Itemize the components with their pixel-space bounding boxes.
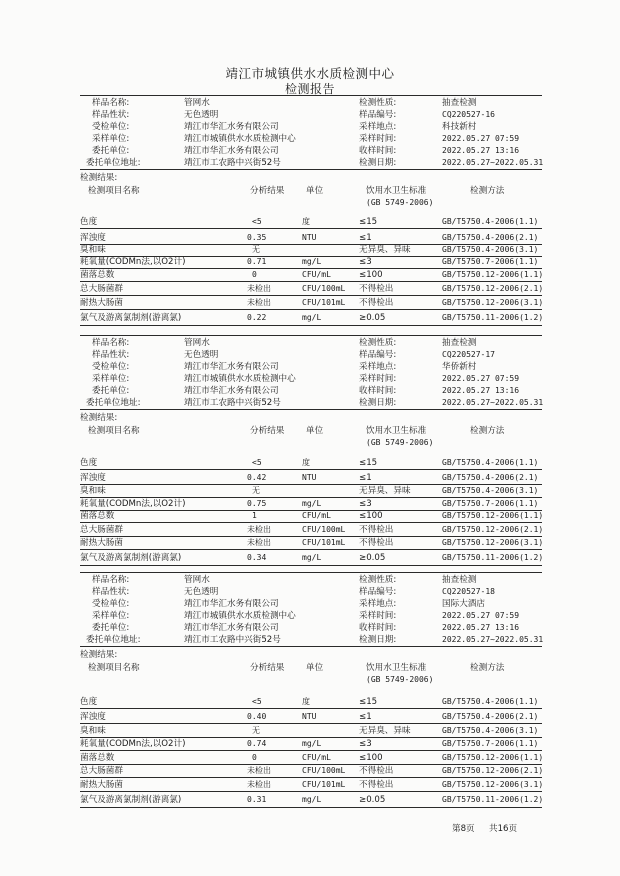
block-divider xyxy=(80,572,542,573)
result-item-name: 浑浊度 xyxy=(80,473,106,483)
result-standard: ≤1 xyxy=(359,473,372,483)
result-method: GB/T5750.4-2006(1.1) xyxy=(442,217,539,226)
result-item-name: 耗氧量(CODMn法,以O2计) xyxy=(80,257,186,267)
result-unit: NTU xyxy=(302,473,317,482)
info-value-sampling-location: 科技新村 xyxy=(442,122,477,132)
row-divider xyxy=(80,764,542,765)
row-divider xyxy=(80,469,542,470)
result-item-name: 总大肠菌群 xyxy=(80,766,123,776)
info-label: 采样地点: xyxy=(359,362,397,372)
result-value: 0.31 xyxy=(247,795,267,804)
info-label: 样品编号: xyxy=(359,110,397,120)
info-value-received-unit: 靖江市华汇水务有限公司 xyxy=(184,122,279,132)
result-value: <5 xyxy=(252,458,262,467)
result-standard: ≤1 xyxy=(359,233,372,243)
row-divider xyxy=(80,737,542,738)
info-value-client-address: 靖江市工农路中兴街52号 xyxy=(184,398,281,408)
row-divider xyxy=(80,484,542,485)
result-item-name: 菌落总数 xyxy=(80,753,115,763)
info-divider xyxy=(80,409,542,410)
row-divider xyxy=(80,281,542,282)
result-standard: 不得检出 xyxy=(359,538,394,548)
result-method: GB/T5750.4-2006(2.1) xyxy=(442,473,539,482)
col-header-result: 分析结果 xyxy=(250,663,285,673)
info-value-name: 管网水 xyxy=(184,575,210,585)
result-item-name: 臭和味 xyxy=(80,245,106,255)
info-label: 采样单位: xyxy=(92,134,130,144)
result-value: 0.42 xyxy=(247,473,267,482)
col-header-method: 检测方法 xyxy=(470,663,505,673)
info-value-test-date: 2022.05.27~2022.05.31 xyxy=(442,158,544,167)
result-value: <5 xyxy=(252,217,262,226)
info-value-name: 管网水 xyxy=(184,338,210,348)
info-label: 采样单位: xyxy=(92,611,130,621)
info-value-test-date: 2022.05.27~2022.05.31 xyxy=(442,635,544,644)
result-item-name: 耐热大肠菌 xyxy=(80,298,123,308)
info-label: 检测日期: xyxy=(359,158,397,168)
result-unit: CFU/100mL xyxy=(302,766,346,775)
result-method: GB/T5750.12-2006(2.1) xyxy=(442,766,544,775)
info-value-received-unit: 靖江市华汇水务有限公司 xyxy=(184,362,279,372)
result-unit: mg/L xyxy=(302,257,322,266)
result-item-name: 臭和味 xyxy=(80,486,106,496)
info-value-sampling-unit: 靖江市城镇供水水质检测中心 xyxy=(184,374,296,384)
result-value: 未检出 xyxy=(247,780,271,789)
info-label: 委托单位: xyxy=(92,146,130,156)
result-method: GB/T5750.11-2006(1.2) xyxy=(442,795,544,804)
row-divider xyxy=(80,295,542,296)
result-method: GB/T5750.4-2006(3.1) xyxy=(442,486,539,495)
result-item-name: 氯气及游离氯制剂(游离氯) xyxy=(80,313,182,323)
result-item-name: 耐热大肠菌 xyxy=(80,538,123,548)
row-divider xyxy=(80,309,542,310)
result-method: GB/T5750.7-2006(1.1) xyxy=(442,499,539,508)
col-header-unit: 单位 xyxy=(306,663,324,673)
col-header-result: 分析结果 xyxy=(250,426,285,436)
result-value: 1 xyxy=(252,511,257,520)
info-label: 样品性状: xyxy=(92,587,130,597)
info-label: 收样时间: xyxy=(359,146,397,156)
row-divider xyxy=(80,791,542,792)
result-standard: ≥0.05 xyxy=(359,553,386,563)
result-standard: 不得检出 xyxy=(359,525,394,535)
info-label: 采样地点: xyxy=(359,599,397,609)
result-method: GB/T5750.4-2006(2.1) xyxy=(442,712,539,721)
result-unit: CFU/mL xyxy=(302,511,331,520)
info-label: 样品编号: xyxy=(359,587,397,597)
result-item-name: 氯气及游离氯制剂(游离氯) xyxy=(80,553,182,563)
row-divider xyxy=(80,708,542,709)
result-unit: CFU/101mL xyxy=(302,298,346,307)
result-unit: CFU/100mL xyxy=(302,525,346,534)
info-value-sample-no: CQ220527-17 xyxy=(442,350,495,359)
info-value-client-unit: 靖江市华汇水务有限公司 xyxy=(184,623,279,633)
col-header-standard-ref: (GB 5749-2006) xyxy=(366,198,434,207)
result-item-name: 浑浊度 xyxy=(80,712,106,722)
info-value-sampling-location: 华侨新村 xyxy=(442,362,477,372)
page-number: 第8页 xyxy=(452,824,475,834)
result-value: 0.40 xyxy=(247,712,267,721)
info-label: 样品性状: xyxy=(92,350,130,360)
result-method: GB/T5750.12-2006(3.1) xyxy=(442,538,544,547)
row-divider xyxy=(80,777,542,778)
result-value: 0.34 xyxy=(247,553,267,562)
col-header-standard: 饮用水卫生标准 xyxy=(366,663,427,673)
result-value: 无 xyxy=(252,486,260,495)
result-value: 0 xyxy=(252,753,257,762)
col-header-item: 检测项目名称 xyxy=(88,426,140,436)
info-value-receiving-time: 2022.05.27 13:16 xyxy=(442,623,520,632)
info-label: 样品性状: xyxy=(92,110,130,120)
result-standard: ≤3 xyxy=(359,739,372,749)
result-item-name: 氯气及游离氯制剂(游离氯) xyxy=(80,795,182,805)
result-item-name: 臭和味 xyxy=(80,726,106,736)
result-method: GB/T5750.12-2006(1.1) xyxy=(442,270,544,279)
result-method: GB/T5750.4-2006(1.1) xyxy=(442,697,539,706)
info-label: 委托单位地址: xyxy=(86,158,141,168)
info-label: 受检单位: xyxy=(92,362,130,372)
result-value: 未检出 xyxy=(247,538,271,547)
result-unit: NTU xyxy=(302,233,317,242)
result-method: GB/T5750.7-2006(1.1) xyxy=(442,257,539,266)
result-method: GB/T5750.12-2006(2.1) xyxy=(442,525,544,534)
info-label: 收样时间: xyxy=(359,623,397,633)
result-unit: NTU xyxy=(302,712,317,721)
info-label: 委托单位地址: xyxy=(86,398,141,408)
result-standard: ≤3 xyxy=(359,499,372,509)
info-label: 检测性质: xyxy=(359,98,397,108)
result-unit: CFU/mL xyxy=(302,753,331,762)
row-divider xyxy=(80,497,542,498)
info-value-test-nature: 抽查检测 xyxy=(442,575,477,585)
result-unit: 度 xyxy=(302,697,310,706)
report-title: 靖江市城镇供水水质检测中心 xyxy=(225,66,395,81)
row-divider xyxy=(80,228,542,229)
info-value-received-unit: 靖江市华汇水务有限公司 xyxy=(184,599,279,609)
result-method: GB/T5750.12-2006(2.1) xyxy=(442,284,544,293)
info-label: 采样时间: xyxy=(359,134,397,144)
result-method: GB/T5750.4-2006(3.1) xyxy=(442,726,539,735)
result-item-name: 耐热大肠菌 xyxy=(80,780,123,790)
result-unit: 度 xyxy=(302,458,310,467)
info-value-client-unit: 靖江市华汇水务有限公司 xyxy=(184,146,279,156)
result-item-name: 菌落总数 xyxy=(80,270,115,280)
row-divider xyxy=(80,549,542,550)
result-method: GB/T5750.12-2006(1.1) xyxy=(442,753,544,762)
result-value: 未检出 xyxy=(247,284,271,293)
info-label: 样品名称: xyxy=(92,338,130,348)
result-standard: ≤15 xyxy=(359,458,378,468)
col-header-standard-ref: (GB 5749-2006) xyxy=(366,675,434,684)
row-divider xyxy=(80,522,542,523)
col-header-standard: 饮用水卫生标准 xyxy=(366,186,427,196)
col-header-item: 检测项目名称 xyxy=(88,663,140,673)
table-bottom-line xyxy=(80,325,542,326)
info-value-sampling-unit: 靖江市城镇供水水质检测中心 xyxy=(184,611,296,621)
result-method: GB/T5750.11-2006(1.2) xyxy=(442,553,544,562)
result-method: GB/T5750.11-2006(1.2) xyxy=(442,313,544,322)
result-value: <5 xyxy=(252,697,262,706)
col-header-unit: 单位 xyxy=(306,426,324,436)
result-method: GB/T5750.12-2006(3.1) xyxy=(442,298,544,307)
row-divider xyxy=(80,268,542,269)
col-header-result: 分析结果 xyxy=(250,186,285,196)
info-label: 检测性质: xyxy=(359,575,397,585)
result-standard: ≤1 xyxy=(359,712,372,722)
col-header-standard: 饮用水卫生标准 xyxy=(366,426,427,436)
row-divider xyxy=(80,723,542,724)
result-standard: ≤100 xyxy=(359,270,383,280)
result-unit: CFU/101mL xyxy=(302,538,346,547)
result-item-name: 浑浊度 xyxy=(80,233,106,243)
result-standard: 不得检出 xyxy=(359,284,394,294)
result-standard: ≤15 xyxy=(359,217,378,227)
info-value-sampling-time: 2022.05.27 07:59 xyxy=(442,611,520,620)
result-method: GB/T5750.4-2006(1.1) xyxy=(442,458,539,467)
result-value: 未检出 xyxy=(247,298,271,307)
test-results-label: 检测结果: xyxy=(80,413,118,423)
info-label: 委托单位: xyxy=(92,623,130,633)
info-label: 采样地点: xyxy=(359,122,397,132)
result-method: GB/T5750.7-2006(1.1) xyxy=(442,739,539,748)
info-value-client-unit: 靖江市华汇水务有限公司 xyxy=(184,386,279,396)
info-label: 检测日期: xyxy=(359,635,397,645)
info-value-client-address: 靖江市工农路中兴街52号 xyxy=(184,635,281,645)
test-results-label: 检测结果: xyxy=(80,650,118,660)
info-label: 收样时间: xyxy=(359,386,397,396)
info-value-test-nature: 抽查检测 xyxy=(442,98,477,108)
report-subtitle: 检测报告 xyxy=(284,82,335,96)
result-unit: 度 xyxy=(302,217,310,226)
result-standard: ≤100 xyxy=(359,511,383,521)
result-method: GB/T5750.12-2006(1.1) xyxy=(442,511,544,520)
row-divider xyxy=(80,536,542,537)
info-label: 检测日期: xyxy=(359,398,397,408)
result-item-name: 色度 xyxy=(80,217,98,227)
info-label: 委托单位: xyxy=(92,386,130,396)
result-method: GB/T5750.12-2006(3.1) xyxy=(442,780,544,789)
info-value-property: 无色透明 xyxy=(184,350,219,360)
info-label: 委托单位地址: xyxy=(86,635,141,645)
result-unit: mg/L xyxy=(302,795,322,804)
result-method: GB/T5750.4-2006(2.1) xyxy=(442,233,539,242)
info-value-property: 无色透明 xyxy=(184,110,219,120)
result-item-name: 色度 xyxy=(80,697,98,707)
result-item-name: 耗氧量(CODMn法,以O2计) xyxy=(80,739,186,749)
info-value-name: 管网水 xyxy=(184,98,210,108)
table-bottom-line xyxy=(80,807,542,808)
result-value: 0.74 xyxy=(247,739,267,748)
result-value: 0 xyxy=(252,270,257,279)
result-value: 未检出 xyxy=(247,766,271,775)
info-label: 采样时间: xyxy=(359,611,397,621)
col-header-unit: 单位 xyxy=(306,186,324,196)
result-standard: ≥0.05 xyxy=(359,313,386,323)
info-label: 样品编号: xyxy=(359,350,397,360)
test-results-label: 检测结果: xyxy=(80,173,118,183)
result-item-name: 耗氧量(CODMn法,以O2计) xyxy=(80,499,186,509)
info-label: 采样时间: xyxy=(359,374,397,384)
info-value-sampling-location: 国际大酒店 xyxy=(442,599,485,609)
result-unit: CFU/100mL xyxy=(302,284,346,293)
block-divider xyxy=(80,95,542,96)
info-value-test-date: 2022.05.27~2022.05.31 xyxy=(442,398,544,407)
result-unit: mg/L xyxy=(302,313,322,322)
result-unit: mg/L xyxy=(302,499,322,508)
result-standard: 不得检出 xyxy=(359,298,394,308)
info-label: 受检单位: xyxy=(92,599,130,609)
info-value-test-nature: 抽查检测 xyxy=(442,338,477,348)
result-item-name: 色度 xyxy=(80,458,98,468)
info-label: 样品名称: xyxy=(92,98,130,108)
result-item-name: 总大肠菌群 xyxy=(80,525,123,535)
col-header-method: 检测方法 xyxy=(470,426,505,436)
info-label: 受检单位: xyxy=(92,122,130,132)
result-item-name: 总大肠菌群 xyxy=(80,284,123,294)
info-value-property: 无色透明 xyxy=(184,587,219,597)
result-value: 0.71 xyxy=(247,257,267,266)
info-value-sample-no: CQ220527-16 xyxy=(442,110,495,119)
info-label: 检测性质: xyxy=(359,338,397,348)
result-value: 未检出 xyxy=(247,525,271,534)
row-divider xyxy=(80,750,542,751)
result-value: 无 xyxy=(252,245,260,254)
info-divider xyxy=(80,646,542,647)
result-standard: 无异臭、异味 xyxy=(359,486,411,496)
block-divider xyxy=(80,335,542,336)
info-value-sampling-time: 2022.05.27 07:59 xyxy=(442,134,520,143)
result-item-name: 菌落总数 xyxy=(80,511,115,521)
info-value-client-address: 靖江市工农路中兴街52号 xyxy=(184,158,281,168)
result-standard: ≤3 xyxy=(359,257,372,267)
col-header-method: 检测方法 xyxy=(470,186,505,196)
result-standard: ≥0.05 xyxy=(359,795,386,805)
info-value-receiving-time: 2022.05.27 13:16 xyxy=(442,386,520,395)
result-standard: 无异臭、异味 xyxy=(359,726,411,736)
result-unit: mg/L xyxy=(302,739,322,748)
result-value: 0.35 xyxy=(247,233,267,242)
info-value-sample-no: CQ220527-18 xyxy=(442,587,495,596)
result-standard: ≤100 xyxy=(359,753,383,763)
table-bottom-line xyxy=(80,565,542,566)
info-label: 样品名称: xyxy=(92,575,130,585)
col-header-standard-ref: (GB 5749-2006) xyxy=(366,438,434,447)
info-label: 采样单位: xyxy=(92,374,130,384)
info-value-sampling-time: 2022.05.27 07:59 xyxy=(442,374,520,383)
info-value-receiving-time: 2022.05.27 13:16 xyxy=(442,146,520,155)
result-standard: ≤15 xyxy=(359,697,378,707)
info-divider xyxy=(80,169,542,170)
result-value: 无 xyxy=(252,726,260,735)
result-unit: CFU/mL xyxy=(302,270,331,279)
result-standard: 不得检出 xyxy=(359,780,394,790)
result-method: GB/T5750.4-2006(3.1) xyxy=(442,245,539,254)
result-unit: CFU/101mL xyxy=(302,780,346,789)
result-standard: 无异臭、异味 xyxy=(359,245,411,255)
col-header-item: 检测项目名称 xyxy=(88,186,140,196)
page-total: 共16页 xyxy=(489,824,518,834)
result-value: 0.75 xyxy=(247,499,267,508)
result-standard: 不得检出 xyxy=(359,766,394,776)
result-value: 0.22 xyxy=(247,313,267,322)
info-value-sampling-unit: 靖江市城镇供水水质检测中心 xyxy=(184,134,296,144)
result-unit: mg/L xyxy=(302,553,322,562)
